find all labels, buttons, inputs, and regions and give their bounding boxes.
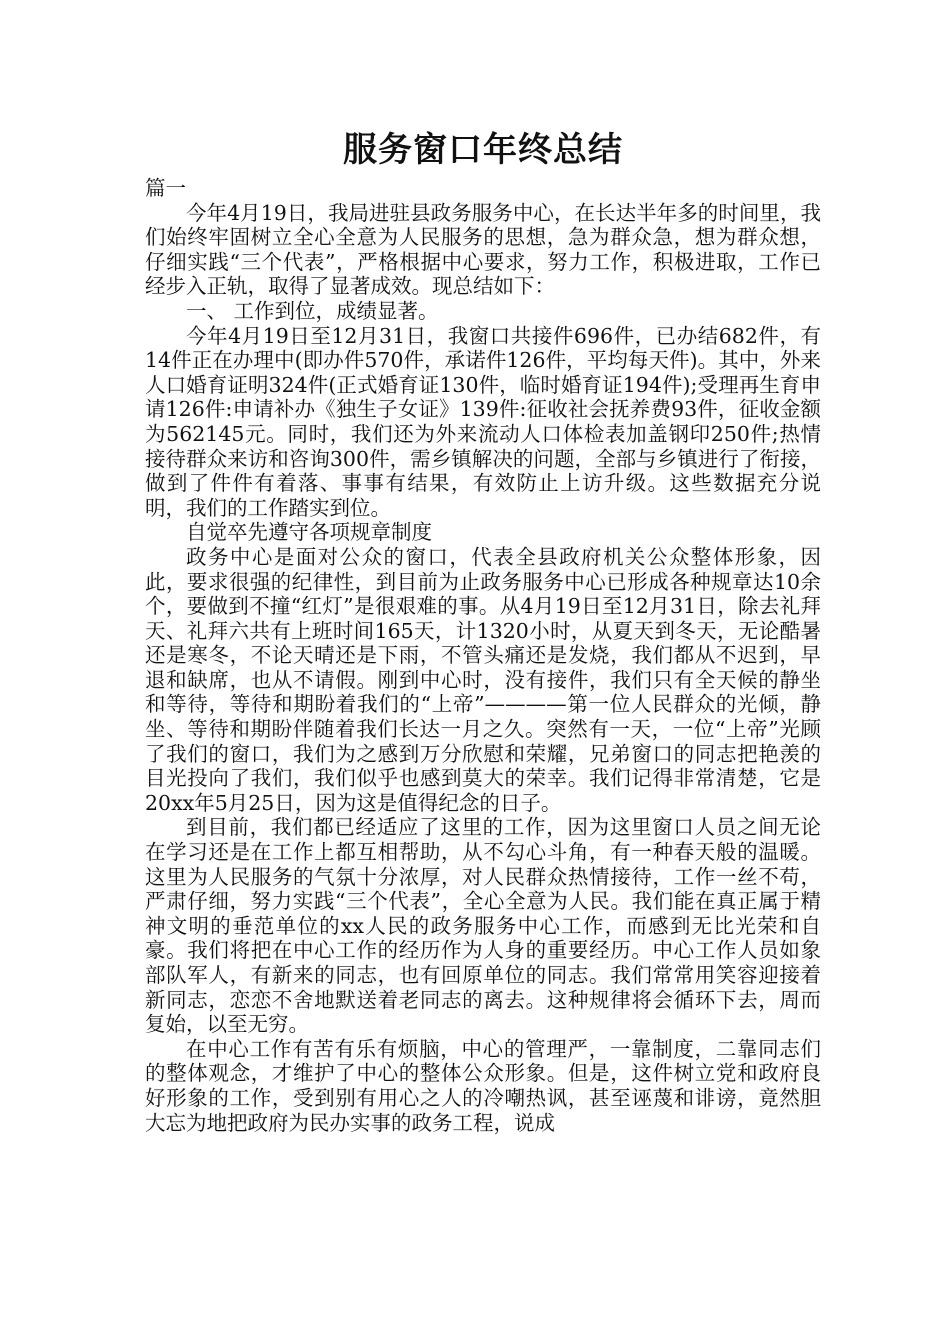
statistics-paragraph: 今年4月19日至12月31日，我窗口共接件696件，已办结682件，有14件正在办理中(即办件570件，承诺件126件，平均每天件)。其中，外来人口婚育证明324件(正式婚育证130件，临时婚育证194件);受理再生育申请126件:申请补办《独生子女证》139件:征收社会抚养费93件，征收金额为562145元。同时，我们还为外来流动人口体检表加盖钢印250件;热情接待群众来访和咨询300件，需乡镇解决的问题，全部与乡镇进行了衔接，做到了件件有着落、事事有结果，有效防止上访升级。这些数据充分说明，我们的工作踏实到位。 bbox=[145, 323, 821, 520]
discipline-paragraph: 政务中心是面对公众的窗口，代表全县政府机关公众整体形象，因此，要求很强的纪律性，到目前为止政务服务中心已形成各种规章达10余个，要做到不撞“红灯”是很艰难的事。从4月19日至12月31日，除去礼拜天、礼拜六共有上班时间165天，计1320小时，从夏天到冬天，无论酷暑还是寒冬，不论天晴还是下雨，不管头痛还是发烧，我们都从不迟到，早退和缺席，也从不请假。刚到中心时，没有接件，我们只有全天候的静坐和等待，等待和期盼着我们的“上帝”————第一位人民群众的光倾，静坐、等待和期盼伴随着我们长达一月之久。突然有一天，一位“上帝”光顾了我们的窗口，我们为之感到万分欣慰和荣耀，兄弟窗口的同志把艳羡的目光投向了我们，我们似乎也感到莫大的荣幸。我们记得非常清楚，它是20xx年5月25日，因为这是值得纪念的日子。 bbox=[145, 544, 821, 815]
section-heading-2: 自觉卒先遵守各项规章制度 bbox=[186, 520, 432, 545]
section-heading-1: 一、 工作到位，成绩显著。 bbox=[186, 298, 439, 323]
atmosphere-paragraph: 到目前，我们都已经适应了这里的工作，因为这里窗口人员之间无论在学习还是在工作上都互相帮助，从不勾心斗角，有一种春天般的温暖。这里为人民服务的气氛十分浓厚，对人民群众热情接待，工作一丝不苟，严肃仔细，努力实践“三个代表”，全心全意为人民。我们能在真正属于精神文明的垂范单位的xx人民的政务服务中心工作，而感到无比光荣和自豪。我们将把在中心工作的经历作为人身的重要经历。中心工作人员如象部队军人，有新来的同志，也有回原单位的同志。我们常常用笑容迎接着新同志，恋恋不舍地默送着老同志的离去。这种规律将会循环下去，周而复始，以至无穷。 bbox=[145, 815, 821, 1037]
section-label: 篇一 bbox=[145, 176, 186, 200]
challenges-paragraph: 在中心工作有苦有乐有烦脑，中心的管理严，一靠制度，二靠同志们的整体观念，才维护了中心的整体公众形象。但是，这件树立党和政府良好形象的工作，受到别有用心之人的冷嘲热讽，甚至诬蔑和诽谤，竟然胆大忘为地把政府为民办实事的政务工程，说成 bbox=[145, 1036, 821, 1135]
intro-paragraph: 今年4月19日，我局进驻县政务服务中心，在长达半年多的时间里，我们始终牢固树立全心全意为人民服务的思想，急为群众急，想为群众想，仔细实践“三个代表”，严格根据中心要求，努力工作，积极进取，工作已经步入正轨，取得了显著成效。现总结如下： bbox=[145, 200, 821, 299]
document-title: 服务窗口年终总结 bbox=[343, 130, 623, 170]
document-page bbox=[145, 128, 821, 1135]
